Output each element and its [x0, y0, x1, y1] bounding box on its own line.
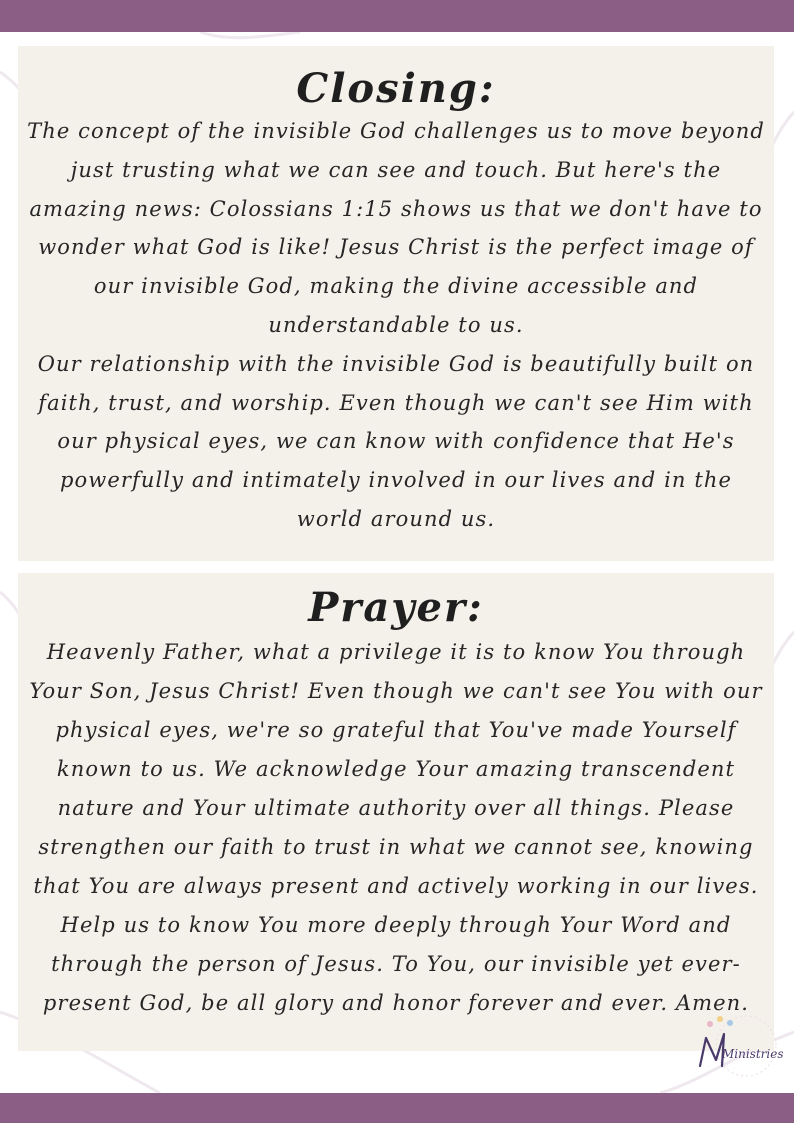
- prayer-line: that You are always present and actively working in our lives.: [33, 874, 759, 898]
- bottom-accent-bar: [0, 1093, 794, 1123]
- logo-text: Ministries: [722, 1047, 784, 1061]
- closing-line: our physical eyes, we can know with confidence that He's: [57, 429, 735, 454]
- closing-line: just trusting what we can see and touch. But here's the: [70, 157, 722, 182]
- closing-line: wonder what God is like! Jesus Christ is the perfect image of: [38, 235, 754, 260]
- prayer-heading: Prayer:: [308, 584, 484, 631]
- prayer-line: physical eyes, we're so grateful that You've made Yourself: [55, 718, 737, 742]
- closing-line: powerfully and intimately involved in our lives and in the: [59, 468, 733, 493]
- closing-line: amazing news: Colossians 1:15 shows us that we don't have to: [29, 196, 763, 221]
- closing-line: The concept of the invisible God challenges us to move beyond: [27, 119, 765, 143]
- closing-heading: Closing:: [296, 65, 496, 112]
- prayer-line: Help us to know You more deeply through Your Word and: [60, 913, 732, 937]
- prayer-line: through the person of Jesus. To You, our invisible yet ever-: [51, 952, 741, 976]
- ministries-logo: [692, 1010, 788, 1080]
- closing-line: understandable to us.: [268, 312, 524, 337]
- prayer-card: [18, 573, 774, 1051]
- prayer-paragraph: [18, 628, 774, 1023]
- closing-line: faith, trust, and worship. Even though we can't see Him with: [38, 390, 754, 415]
- closing-card: [18, 46, 774, 561]
- prayer-line: Your Son, Jesus Christ! Even though we can't see You with our: [29, 679, 763, 703]
- closing-line: world around us.: [296, 506, 496, 531]
- closing-line: Our relationship with the invisible God is beautifully built on: [37, 351, 755, 376]
- prayer-line: nature and Your ultimate authority over all things. Please: [57, 796, 735, 820]
- closing-paragraph: [18, 109, 774, 539]
- prayer-line: present God, be all glory and honor forever and ever. Amen.: [42, 991, 750, 1015]
- top-accent-bar: [0, 0, 794, 32]
- prayer-line: known to us. We acknowledge Your amazing transcendent: [56, 757, 736, 781]
- closing-line: our invisible God, making the divine accessible and: [93, 274, 699, 299]
- prayer-line: Heavenly Father, what a privilege it is to know You through: [46, 640, 746, 664]
- prayer-line: strengthen our faith to trust in what we cannot see, knowing: [38, 835, 754, 859]
